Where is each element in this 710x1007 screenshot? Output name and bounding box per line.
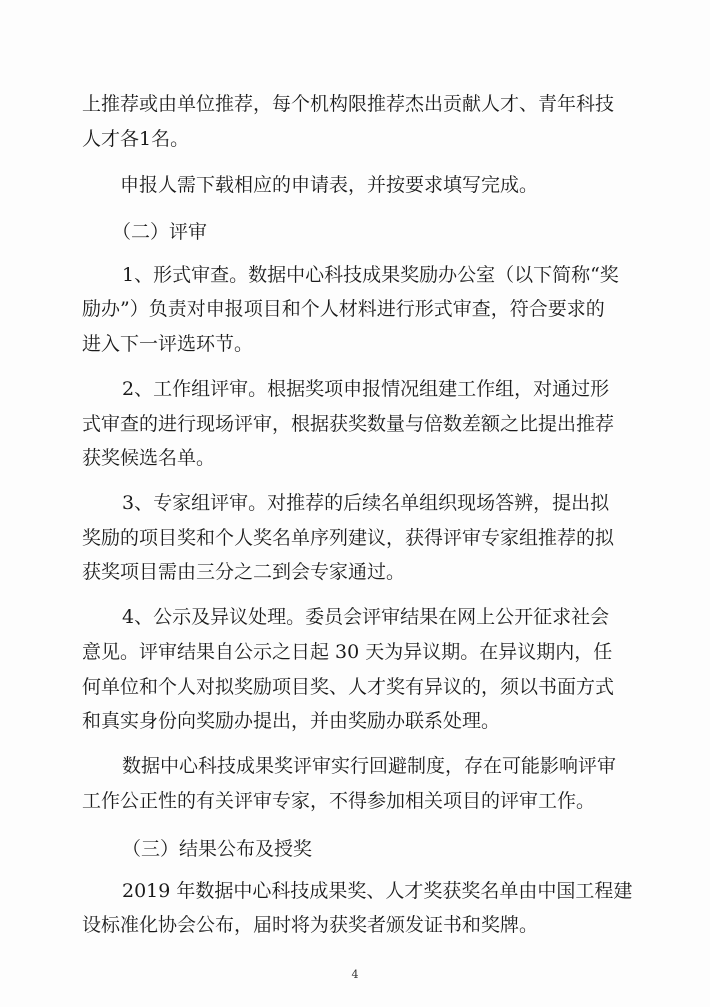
section-heading-review: （二）评审: [112, 221, 208, 243]
paragraph-7-line-4: 和真实身份向奖励办提出，并由奖励办联系处理。: [82, 710, 501, 732]
paragraph-4-line-2: 励办”）负责对申报项目和个人材料进行形式审查，符合要求的: [82, 298, 605, 320]
paragraph-4-line-1: 1、形式审查。数据中心科技成果奖励办公室（以下简称“奖: [122, 264, 619, 286]
paragraph-10-line-1: 2019 年数据中心科技成果奖、人才奖获奖名单由中国工程建: [122, 880, 633, 902]
paragraph-6-line-1: 3、专家组评审。对推荐的后续名单组织现场答辨，提出拟: [122, 492, 610, 514]
paragraph-5-line-3: 获奖候选名单。: [82, 447, 216, 469]
paragraph-6-line-2: 奖励的项目奖和个人奖名单序列建议，获得评审专家组推荐的拟: [82, 527, 615, 549]
paragraph-8-line-1: 数据中心科技成果奖评审实行回避制度，存在可能影响评审: [122, 755, 617, 777]
paragraph-6-line-3: 获奖项目需由三分之二到会专家通过。: [82, 561, 406, 583]
section-heading-results: （三）结果公布及授奖: [122, 838, 313, 860]
paragraph-1-line-2: 人才各1名。: [82, 128, 190, 150]
paragraph-5-line-2: 式审查的进行现场评审，根据获奖数量与倍数差额之比提出推荐: [82, 413, 615, 435]
paragraph-1-line-1: 上推荐或由单位推荐，每个机构限推荐杰出贡献人才、青年科技: [82, 93, 615, 115]
paragraph-2-line-1: 申报人需下载相应的申请表，并按要求填写完成。: [120, 174, 539, 196]
paragraph-7-line-3: 何单位和个人对拟奖励项目奖、人才奖有异议的，须以书面方式: [82, 676, 615, 698]
paragraph-5-line-1: 2、工作组评审。根据奖项申报情况组建工作组，对通过形: [122, 378, 610, 400]
paragraph-7-line-1: 4、公示及异议处理。委员会评审结果在网上公开征求社会: [122, 606, 610, 628]
paragraph-10-line-2: 设标准化协会公布，届时将为获奖者颁发证书和奖牌。: [82, 914, 539, 936]
paragraph-7-line-2: 意见。评审结果自公示之日起 30 天为异议期。在异议期内，任: [82, 641, 613, 663]
paragraph-8-line-2: 工作公正性的有关评审专家，不得参加相关项目的评审工作。: [82, 790, 596, 812]
paragraph-4-line-3: 进入下一评选环节。: [82, 333, 254, 355]
page-number: 4: [351, 968, 359, 981]
